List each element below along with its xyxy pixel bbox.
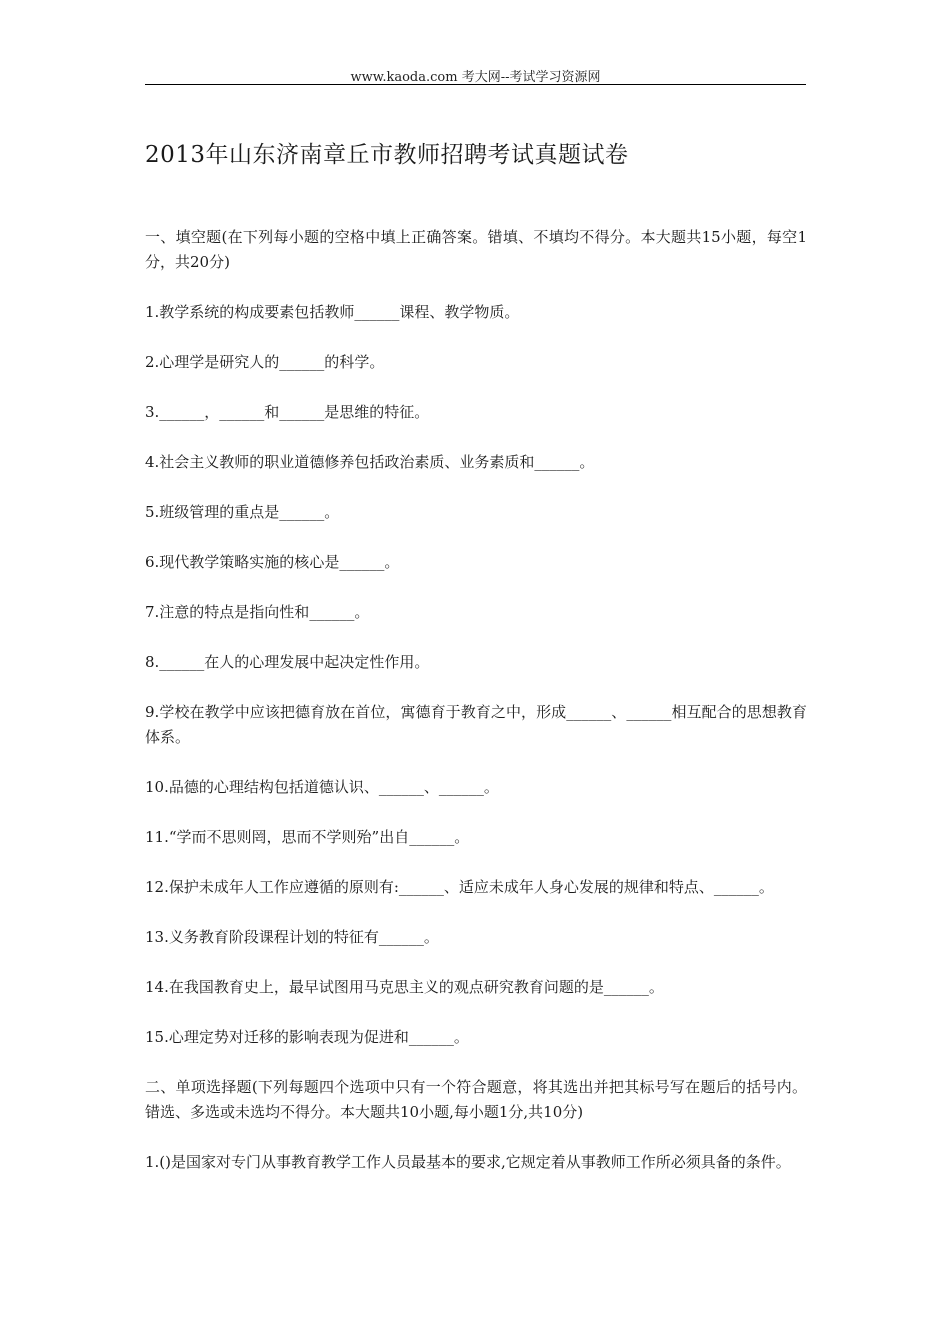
question-1-3: 3.______，______和______是思维的特征。 (145, 403, 430, 421)
question-1-14: 14.在我国教育史上，最早试图用马克思主义的观点研究教育问题的是______。 (145, 978, 664, 996)
question-1-6: 6.现代教学策略实施的核心是______。 (145, 553, 400, 571)
question-1-10: 10.品德的心理结构包括道德认识、______、______。 (145, 778, 499, 796)
question-1-11: 11.“学而不思则罔，思而不学则殆”出自______。 (145, 828, 470, 846)
question-1-15: 15.心理定势对迁移的影响表现为促进和______。 (145, 1028, 469, 1046)
page-header: www.kaoda.com 考大网--考试学习资源网 (350, 70, 601, 85)
question-1-4: 4.社会主义教师的职业道德修养包括政治素质、业务素质和______。 (145, 453, 595, 471)
question-1-7: 7.注意的特点是指向性和______。 (145, 603, 370, 621)
section-1-heading: 一、填空题(在下列每小题的空格中填上正确答案。错填、不填均不得分。本大题共15小题，每空1分，共20分) (145, 228, 807, 271)
question-1-12: 12.保护未成年人工作应遵循的原则有:______、适应未成年人身心发展的规律和特点、______。 (145, 878, 774, 896)
question-1-13: 13.义务教育阶段课程计划的特征有______。 (145, 928, 439, 946)
exam-body (145, 225, 807, 1200)
question-1-2: 2.心理学是研究人的______的科学。 (145, 353, 385, 371)
question-1-9: 9.学校在教学中应该把德育放在首位，寓德育于教育之中，形成______、______相互配合的思想教育体系。 (145, 703, 807, 746)
question-1-1: 1.教学系统的构成要素包括教师______课程、教学物质。 (145, 303, 520, 321)
question-1-8: 8.______在人的心理发展中起决定性作用。 (145, 653, 430, 671)
question-2-1: 1.()是国家对专门从事教育教学工作人员最基本的要求,它规定着从事教师工作所必须具备的条件。 (145, 1153, 791, 1171)
section-2-heading: 二、单项选择题(下列每题四个选项中只有一个符合题意，将其选出并把其标号写在题后的括号内。错选、多选或未选均不得分。本大题共10小题,每小题1分,共10分) (145, 1078, 807, 1121)
question-1-5: 5.班级管理的重点是______。 (145, 503, 340, 521)
header-divider (145, 84, 806, 85)
document-title: 2013年山东济南章丘市教师招聘考试真题试卷 (145, 142, 629, 168)
